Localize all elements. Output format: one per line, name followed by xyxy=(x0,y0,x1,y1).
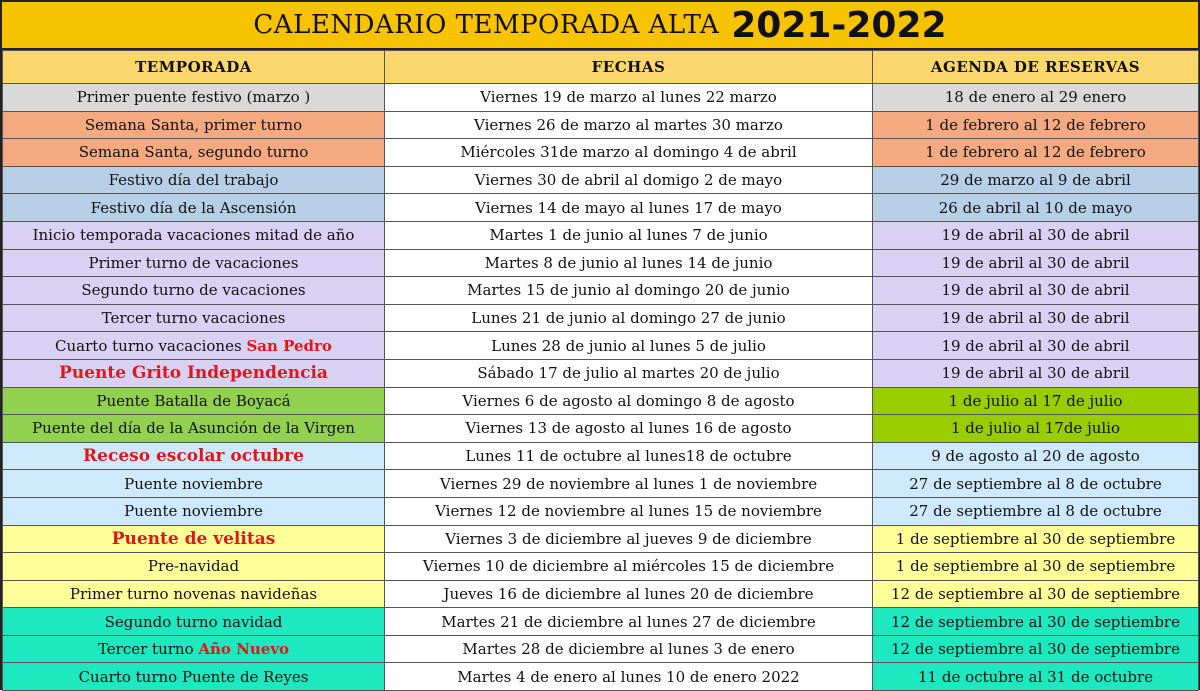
agenda-cell: 1 de febrero al 12 de febrero xyxy=(873,139,1199,167)
season-highlight: Puente de velitas xyxy=(111,528,276,549)
season-cell xyxy=(3,84,385,112)
agenda-cell: 19 de abril al 30 de abril xyxy=(873,277,1199,305)
dates-cell: Viernes 12 de noviembre al lunes 15 de noviembre xyxy=(385,497,873,525)
season-cell xyxy=(3,221,385,249)
season-cell xyxy=(3,663,385,691)
dates-cell: Viernes 13 de agosto al lunes 16 de agosto xyxy=(385,415,873,443)
season-text: Puente del día de la Asunción de la Virgen xyxy=(32,419,355,438)
season-cell xyxy=(3,139,385,167)
season-cell xyxy=(3,111,385,139)
season-cell xyxy=(3,277,385,305)
dates-cell: Martes 28 de diciembre al lunes 3 de enero xyxy=(385,635,873,663)
agenda-cell: 19 de abril al 30 de abril xyxy=(873,332,1199,360)
table-row xyxy=(3,304,1199,332)
table-row xyxy=(3,249,1199,277)
column-header-agenda: AGENDA DE RESERVAS xyxy=(873,51,1199,84)
season-cell xyxy=(3,415,385,443)
agenda-cell: 19 de abril al 30 de abril xyxy=(873,304,1199,332)
season-text: Inicio temporada vacaciones mitad de año xyxy=(32,226,355,245)
season-text: Segundo turno de vacaciones xyxy=(81,281,306,300)
season-table xyxy=(2,50,1199,691)
dates-cell: Viernes 19 de marzo al lunes 22 marzo xyxy=(385,84,873,112)
title-bar xyxy=(2,2,1198,50)
season-highlight: Año Nuevo xyxy=(198,640,290,659)
dates-cell: Lunes 28 de junio al lunes 5 de julio xyxy=(385,332,873,360)
season-text: Cuarto turno Puente de Reyes xyxy=(78,667,309,686)
dates-cell: Lunes 11 de octubre al lunes18 de octubre xyxy=(385,442,873,470)
agenda-cell: 26 de abril al 10 de mayo xyxy=(873,194,1199,222)
dates-cell: Miércoles 31de marzo al domingo 4 de abril xyxy=(385,139,873,167)
season-cell xyxy=(3,580,385,608)
season-cell xyxy=(3,249,385,277)
season-text: Semana Santa, primer turno xyxy=(84,115,303,134)
dates-cell: Jueves 16 de diciembre al lunes 20 de diciembre xyxy=(385,580,873,608)
season-text: Cuarto turno vacaciones xyxy=(55,336,247,355)
dates-cell: Viernes 29 de noviembre al lunes 1 de noviembre xyxy=(385,470,873,498)
dates-cell: Viernes 26 de marzo al martes 30 marzo xyxy=(385,111,873,139)
season-text: Primer turno novenas navideñas xyxy=(69,584,318,603)
season-text: Tercer turno vacaciones xyxy=(101,309,286,328)
season-text: Primer turno de vacaciones xyxy=(88,253,299,272)
season-text: Semana Santa, segundo turno xyxy=(78,143,309,162)
table-row xyxy=(3,84,1199,112)
season-cell xyxy=(3,387,385,415)
season-cell xyxy=(3,166,385,194)
dates-cell: Martes 8 de junio al lunes 14 de junio xyxy=(385,249,873,277)
agenda-cell: 27 de septiembre al 8 de octubre xyxy=(873,470,1199,498)
season-cell xyxy=(3,553,385,581)
agenda-cell: 18 de enero al 29 enero xyxy=(873,84,1199,112)
table-row xyxy=(3,525,1199,553)
dates-cell: Viernes 3 de diciembre al jueves 9 de diciembre xyxy=(385,525,873,553)
agenda-cell: 27 de septiembre al 8 de octubre xyxy=(873,497,1199,525)
agenda-cell: 1 de septiembre al 30 de septiembre xyxy=(873,553,1199,581)
agenda-cell: 1 de febrero al 12 de febrero xyxy=(873,111,1199,139)
season-cell xyxy=(3,497,385,525)
dates-cell: Martes 1 de junio al lunes 7 de junio xyxy=(385,221,873,249)
season-cell xyxy=(3,332,385,360)
table-row xyxy=(3,194,1199,222)
season-cell xyxy=(3,608,385,636)
season-text: Puente Batalla de Boyacá xyxy=(96,391,291,410)
dates-cell: Lunes 21 de junio al domingo 27 de junio xyxy=(385,304,873,332)
season-text: Primer puente festivo (marzo ) xyxy=(76,88,311,107)
season-cell xyxy=(3,359,385,387)
agenda-cell: 11 de octubre al 31 de octubre xyxy=(873,663,1199,691)
season-cell xyxy=(3,525,385,553)
dates-cell: Viernes 30 de abril al domigo 2 de mayo xyxy=(385,166,873,194)
table-row xyxy=(3,470,1199,498)
agenda-cell: 19 de abril al 30 de abril xyxy=(873,359,1199,387)
agenda-cell: 1 de julio al 17de julio xyxy=(873,415,1199,443)
column-header-season: TEMPORADA xyxy=(3,51,385,84)
table-header-row xyxy=(3,51,1199,84)
table-row xyxy=(3,221,1199,249)
season-highlight: San Pedro xyxy=(246,336,332,355)
table-row xyxy=(3,277,1199,305)
season-cell xyxy=(3,442,385,470)
season-highlight: Receso escolar octubre xyxy=(83,446,304,467)
agenda-cell: 19 de abril al 30 de abril xyxy=(873,249,1199,277)
table-row xyxy=(3,332,1199,360)
table-row xyxy=(3,166,1199,194)
agenda-cell: 1 de julio al 17 de julio xyxy=(873,387,1199,415)
table-row xyxy=(3,111,1199,139)
season-text: Puente noviembre xyxy=(124,502,263,521)
page-title: CALENDARIO TEMPORADA ALTA xyxy=(253,10,720,40)
table-row xyxy=(3,635,1199,663)
season-cell xyxy=(3,304,385,332)
season-cell xyxy=(3,635,385,663)
table-row xyxy=(3,139,1199,167)
season-text: Tercer turno xyxy=(97,640,199,659)
season-text: Segundo turno navidad xyxy=(104,612,283,631)
agenda-cell: 1 de septiembre al 30 de septiembre xyxy=(873,525,1199,553)
dates-cell: Martes 4 de enero al lunes 10 de enero 2022 xyxy=(385,663,873,691)
season-cell xyxy=(3,470,385,498)
agenda-cell: 19 de abril al 30 de abril xyxy=(873,221,1199,249)
season-text: Pre-navidad xyxy=(147,557,240,576)
dates-cell: Martes 15 de junio al domingo 20 de junio xyxy=(385,277,873,305)
dates-cell: Sábado 17 de julio al martes 20 de julio xyxy=(385,359,873,387)
table-row xyxy=(3,553,1199,581)
table-row xyxy=(3,608,1199,636)
agenda-cell: 12 de septiembre al 30 de septiembre xyxy=(873,580,1199,608)
season-cell xyxy=(3,194,385,222)
agenda-cell: 9 de agosto al 20 de agosto xyxy=(873,442,1199,470)
season-text: Festivo día del trabajo xyxy=(108,171,279,190)
agenda-cell: 29 de marzo al 9 de abril xyxy=(873,166,1199,194)
table-row xyxy=(3,415,1199,443)
table-row xyxy=(3,663,1199,691)
column-header-dates: FECHAS xyxy=(385,51,873,84)
agenda-cell: 12 de septiembre al 30 de septiembre xyxy=(873,608,1199,636)
season-text: Festivo día de la Ascensión xyxy=(90,198,297,217)
dates-cell: Viernes 10 de diciembre al miércoles 15 de diciembre xyxy=(385,553,873,581)
dates-cell: Martes 21 de diciembre al lunes 27 de diciembre xyxy=(385,608,873,636)
table-row xyxy=(3,387,1199,415)
table-row xyxy=(3,359,1199,387)
season-highlight: Puente Grito Independencia xyxy=(59,363,328,384)
season-text: Puente noviembre xyxy=(124,474,263,493)
dates-cell: Viernes 6 de agosto al domingo 8 de agosto xyxy=(385,387,873,415)
agenda-cell: 12 de septiembre al 30 de septiembre xyxy=(873,635,1199,663)
table-row xyxy=(3,442,1199,470)
table-row xyxy=(3,497,1199,525)
table-row xyxy=(3,580,1199,608)
title-year: 2021-2022 xyxy=(731,4,947,46)
dates-cell: Viernes 14 de mayo al lunes 17 de mayo xyxy=(385,194,873,222)
